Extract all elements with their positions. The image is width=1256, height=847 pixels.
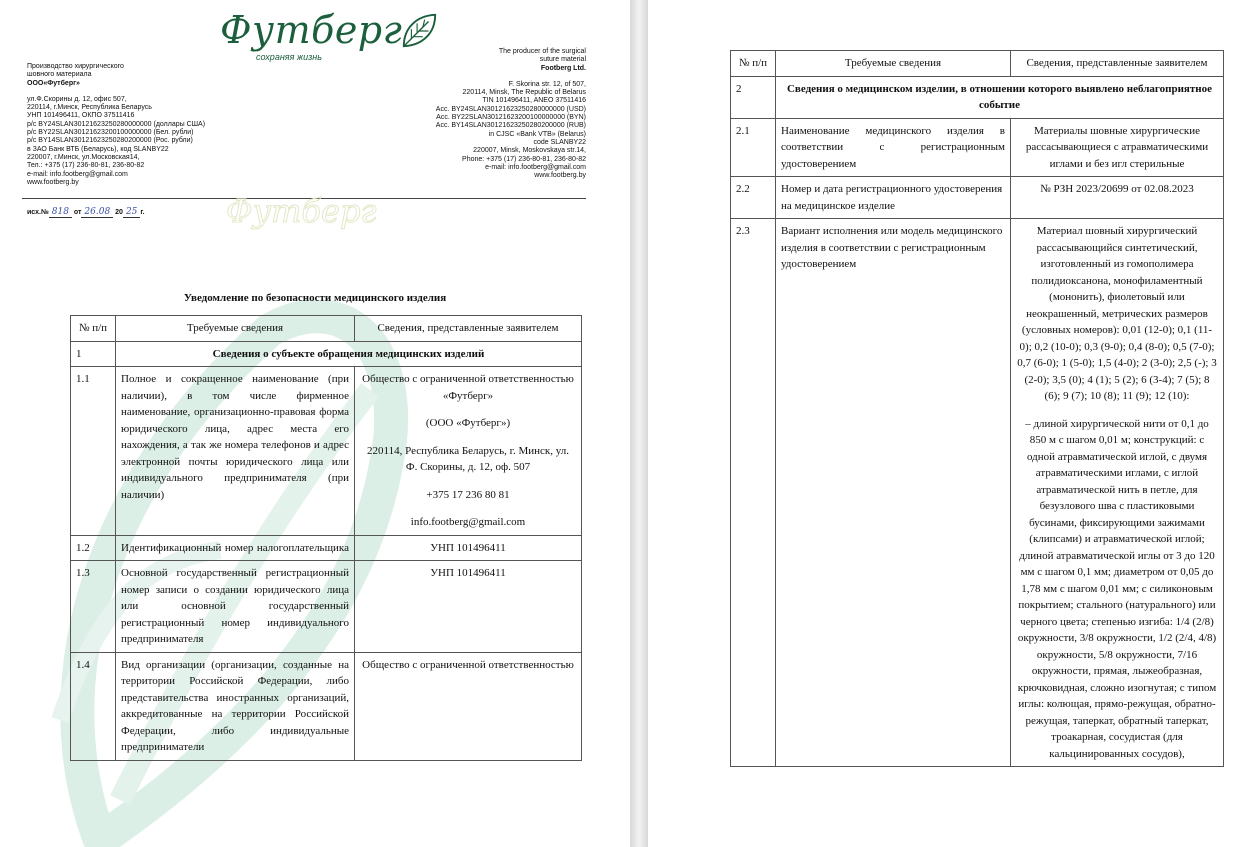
table-header-row: [731, 51, 1224, 77]
table-row: [71, 367, 582, 536]
row-required-info: Наименование медицинского изделия в соответствии с регистрационным удостоверением: [776, 118, 1011, 177]
section-num: 1: [71, 341, 116, 367]
letterhead-line: Производство хирургического: [27, 63, 124, 70]
letterhead-line: 220114, г.Минск, Республика Беларусь: [27, 104, 152, 112]
row-required-info: Полное и сокращенное наименование (при наличии), в том числе фирменное наименование, организационно-правовая форма юридического лица, адрес места его нахождения, а так же номера телефонов и адрес электронной почты юридического лица или индивидуального предпринимателя (при наличии): [116, 367, 355, 536]
letterhead-line: 220114, Minsk, The Republic of Belarus: [462, 89, 586, 97]
letterhead-line: в ЗАО Банк ВТБ (Беларусь), код SLANBY22: [27, 145, 169, 153]
reg-from-label: от: [73, 209, 82, 216]
answer-paragraph: – длиной хирургической нити от 0,1 до 850 м с шагом 0,01 м; конструкций: с одной атравматической иглой, с двумя атравматическими иглами, с иглой атравматической нить в петле, для безузлового шва с пластиковыми бусинами, фиксирующими зажимами (клипсами) и атравматической иглой; длиной атравматической иглы от 3 до 120 мм с шагом 0,1 мм; диаметром от 0,05 до 1,78 мм с шагом 0,01 мм; с силиконовым покрытием; стального (натурального) или черного цвета; степенью изгиба: 1/4 (2/8) окружности, 3/8 окружности, 1/2 (2/4, 4/8) окружности, 5/8 окружности, 7/16 окружности, прямая, лыжеобразная, крючковидная, сложно изогнутая; с типом иглы: колющая, прямо-режущая, обратно-режущая, таперкат, обратный таперкат, троакарная, сосудистая (для кальцинированных сосудов),: [1017, 417, 1217, 760]
answer-paragraph: Общество с ограниченной ответственностью «Футберг»: [362, 373, 574, 402]
letterhead-company: ООО«Футберг»: [27, 79, 80, 87]
row-applicant-info: УНП 101496411: [355, 535, 582, 561]
row-required-info: Основной государственный регистрационный номер записи о создании юридического лица или основной государственный регистрационный номер индивидуального предпринимателя: [116, 561, 355, 653]
letterhead-line: The producer of the surgical: [498, 48, 586, 55]
row-applicant-info: [1011, 219, 1224, 767]
row-applicant-info: УНП 101496411: [355, 561, 582, 653]
letterhead-line: Acc. BY22SLAN30121623200100000000 (BYN): [436, 114, 586, 122]
letterhead-line: F. Skorina str. 12, of 507,: [508, 80, 586, 88]
answer-paragraph: +375 17 236 80 81: [426, 488, 510, 501]
row-required-info: Номер и дата регистрационного удостоверения на медицинское изделие: [776, 177, 1011, 219]
header-applicant-info: Сведения, представленные заявителем: [355, 316, 582, 342]
table-row: [731, 118, 1224, 177]
section-title: Сведения о медицинском изделии, в отношении которого выявлено неблагоприятное событие: [776, 76, 1224, 118]
table-row: [71, 652, 582, 760]
table-row: [731, 219, 1224, 767]
row-num: 2.1: [731, 118, 776, 177]
letterhead-line: www.footberg.by: [534, 172, 586, 180]
document-title: Уведомление по безопасности медицинского изделия: [183, 292, 447, 304]
notice-table-part-1: [70, 315, 582, 761]
row-applicant-info: Материалы шовные хирургические рассасывающиеся с атравматическими иглами и без игл стерильные: [1011, 118, 1224, 177]
letterhead-right-en: [356, 48, 586, 180]
letterhead-line: e-mail: info.footberg@gmail.com: [27, 170, 128, 178]
letterhead-line: www.footberg.by: [27, 178, 79, 186]
outgoing-registration: [27, 207, 145, 217]
letterhead-line: Acc. BY14SLAN30121623250280200000 (RUB): [435, 122, 586, 130]
answer-paragraph: info.footberg@gmail.com: [410, 516, 526, 528]
letterhead-line: р/с BY14SLAN30121623250280200000 (Рос. рубли): [27, 137, 193, 145]
table-section-row: [731, 76, 1224, 118]
row-required-info: Вариант исполнения или модель медицинского изделия в соответствии с регистрационным удостоверением: [776, 219, 1011, 767]
reg-year-prefix: 20: [115, 209, 123, 216]
row-applicant-info: Общество с ограниченной ответственностью: [355, 652, 582, 760]
header-num: № п/п: [731, 51, 776, 77]
letterhead-left-ru: [27, 63, 257, 187]
letterhead-line: Тел.: +375 (17) 236-80-81, 236-80-82: [27, 162, 145, 170]
letterhead-line: Acc. BY24SLAN30121623250280000000 (USD): [435, 105, 586, 113]
faded-stamp-wordmark: Футберг: [226, 192, 377, 230]
letterhead-line: 220007, г.Минск, ул.Московская14,: [27, 153, 140, 161]
reg-suffix: г.: [140, 209, 145, 216]
answer-paragraph: (ООО «Футберг»): [425, 417, 511, 429]
header-required-info: Требуемые сведения: [776, 51, 1011, 77]
document-page-2: [648, 0, 1256, 847]
table-row: [71, 561, 582, 653]
reg-year: 25: [123, 207, 140, 218]
row-applicant-info: [355, 367, 582, 536]
reg-number: 818: [49, 207, 72, 218]
letterhead-line: Phone: +375 (17) 236-80-81, 236-80-82: [462, 155, 586, 163]
logo-wordmark: Футберг: [220, 8, 403, 52]
reg-prefix: исх.№: [27, 209, 49, 216]
letterhead-line: р/с BY24SLAN30121623250280000000 (доллары США): [27, 120, 206, 128]
letterhead-line: e-mail: info.footberg@gmail.com: [485, 163, 586, 171]
answer-paragraph: Материал шовный хирургический рассасывающийся синтетический, изготовленный из гомополимера полидиоксанона, монофиламентный (мононить), фиолетовый или неокрашенный, метрических размеров (условных номеров): 0,01 (12-0); 0,1 (11-0); 0,2 (10-0); 0,3 (9-0); 0,4 (8-0); 0,5 (7-0); 0,7 (6-0); 1 (5-0); 1,5 (4-0); 2 (3-0); 2,5 (-); 3 (2-0); 3,5 (0); 4 (1); 5 (2); 6 (3-4); 7 (5); 8 (6); 9 (7); 10 (8); 11 (9); 12 (10):: [1017, 225, 1217, 402]
answer-paragraph: 220114, Республика Беларусь, г. Минск, ул. Ф. Скорины, д. 12, оф. 507: [367, 444, 569, 473]
row-num: 1.4: [71, 652, 116, 760]
row-num: 1.2: [71, 535, 116, 561]
table-header-row: [71, 316, 582, 342]
letterhead-line: code SLANBY22: [533, 138, 586, 146]
table-row: [71, 535, 582, 561]
letterhead-line: ул.Ф.Скорины д. 12, офис 507,: [27, 95, 127, 103]
letterhead-line: шовного материала: [27, 71, 92, 79]
table-row: [731, 177, 1224, 219]
letterhead-line: р/с BY22SLAN30121623200100000000 (Бел. рубли): [27, 129, 194, 137]
letterhead-line: suture material: [539, 56, 586, 64]
letterhead-line: in CJSC «Bank VTB» (Belarus): [488, 130, 586, 138]
notice-table-part-2: [730, 50, 1224, 767]
row-num: 2.2: [731, 177, 776, 219]
letterhead-line: TIN 101496411, ANEO 37511416: [482, 97, 586, 105]
section-num: 2: [731, 76, 776, 118]
row-num: 1.3: [71, 561, 116, 653]
letterhead-line: 220007, Minsk, Moskovskaya str.14,: [473, 147, 586, 155]
leaf-icon: [400, 12, 438, 50]
row-num: 2.3: [731, 219, 776, 767]
letterhead-line: УНП 101496411, ОКПО 37511416: [27, 112, 135, 120]
page-gutter: [630, 0, 648, 847]
row-required-info: Идентификационный номер налогоплательщика: [116, 535, 355, 561]
row-num: 1.1: [71, 367, 116, 536]
table-section-row: [71, 341, 582, 367]
section-title: Сведения о субъекте обращения медицинских изделий: [116, 341, 582, 367]
header-applicant-info: Сведения, представленные заявителем: [1011, 51, 1224, 77]
row-applicant-info: № РЗН 2023/20699 от 02.08.2023: [1011, 177, 1224, 219]
header-num: № п/п: [71, 316, 116, 342]
header-required-info: Требуемые сведения: [116, 316, 355, 342]
logo-tagline: сохраняя жизнь: [256, 52, 322, 62]
reg-date: 26.08: [81, 207, 113, 218]
row-required-info: Вид организации (организации, созданные на территории Российской Федерации, либо представительства иностранных организаций, аккредитованные на территории Российской Федерации, либо индивидуальные предприниматели: [116, 652, 355, 760]
letterhead-company: Footberg Ltd.: [540, 64, 586, 72]
